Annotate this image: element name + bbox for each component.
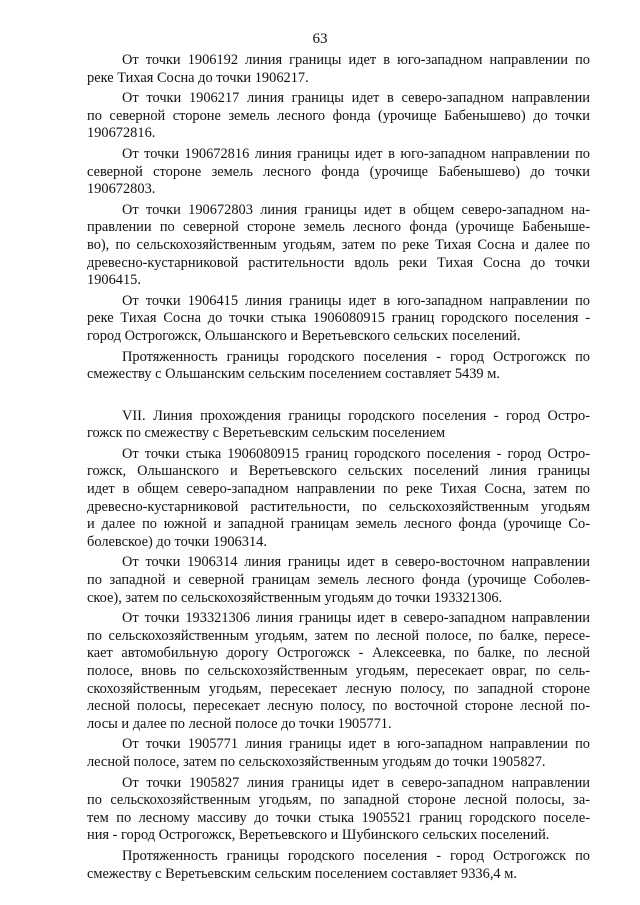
text-line: гожск по смежеству с Веретьевским сельским поселением (87, 425, 446, 442)
text-line: Протяженность границы городского поселения - город Острогожск по (122, 348, 590, 365)
paragraph (87, 202, 590, 290)
text-line: смежеству с Ольшанским сельским поселением составляет 5439 м. (87, 366, 500, 383)
text-line: От точки 1906314 линия границы идет в северо-восточном направлении (122, 554, 590, 571)
text-line: смежеству с Веретьевским сельским поселением составляет 9336,4 м. (87, 865, 517, 882)
paragraph (87, 90, 590, 143)
text-line: ское), затем по сельскохозяйственным угодьям до точки 193321306. (87, 589, 503, 606)
text-line: 190672803. (87, 181, 156, 198)
text-line: 190672816. (87, 125, 156, 142)
text-line: и далее по южной и западной границам земель лесного фонда (урочище Со- (87, 516, 590, 533)
text-line: гожск, Ольшанского и Веретьевского сельских поселений линия границы (87, 463, 590, 480)
text-line: От точки 1905827 линия границы идет в северо-западном направлении (122, 774, 590, 791)
text-line: От точки стыка 1906080915 границ городского поселения - город Остро- (122, 445, 590, 462)
paragraph (87, 736, 590, 771)
paragraph (87, 446, 590, 552)
text-line: кает автомобильную дорогу Острогожск - Алексеевка, по балке, по лесной (87, 645, 590, 662)
text-line: От точки 190672816 линия границы идет в юго-западном направлении по (122, 145, 590, 162)
text-line: Протяженность границы городского поселения - город Острогожск по (122, 847, 590, 864)
text-line: идет в общем северо-западном направлении по реке Тихая Сосна, затем по (87, 481, 590, 498)
text-line: ния - город Острогожск, Веретьевского и Шубинского сельских поселений. (87, 827, 550, 844)
paragraph (87, 293, 590, 346)
paragraph (87, 848, 590, 883)
text-line: От точки 1906192 линия границы идет в юго-западном направлении по (122, 52, 590, 68)
text-line: город Острогожск, Ольшанского и Веретьевского сельских поселений. (87, 327, 521, 344)
text-line: скохозяйственным угодьям, пересекает лесную полосу, по западной стороне (87, 680, 590, 697)
text-line: по сельскохозяйственным угодьям, затем по лесной полосе, по балке, пересе- (87, 627, 590, 644)
text-line: VII. Линия прохождения границы городского поселения - город Остро- (122, 407, 590, 424)
text-line: северной стороне земель лесного фонда (урочище Бабенышево) до точки (87, 163, 590, 180)
text-line: От точки 1905771 линия границы идет в юго-западном направлении по (122, 736, 590, 753)
paragraph (87, 610, 590, 733)
text-line: древесно-кустарниковой растительности, по сельскохозяйственным угодьям (87, 498, 590, 515)
text-line: От точки 190672803 линия границы идет в общем северо-западном на- (122, 201, 590, 218)
text-line: лосы и далее по лесной полосе до точки 1905771. (87, 715, 392, 732)
section-spacer (87, 387, 590, 408)
text-line: по северной стороне земель лесного фонда (урочище Бабенышево) до точки (87, 107, 590, 124)
document-body (87, 52, 590, 886)
section-heading (87, 408, 590, 443)
text-line: реке Тихая Сосна до точки 1906217. (87, 69, 309, 86)
text-line: 1906415. (87, 272, 141, 289)
paragraph (87, 775, 590, 845)
text-line: От точки 1906217 линия границы идет в северо-западном направлении (122, 90, 590, 107)
text-line: полосе, вновь по сельскохозяйственным угодьям, пересекает овраг, по сель- (87, 663, 590, 679)
text-line: лесной полосе, затем по сельскохозяйственным угодьям до точки 1905827. (87, 753, 546, 770)
text-line: древесно-кустарниковой растительности вдоль реки Тихая Сосна до точки (87, 254, 590, 271)
paragraph (87, 349, 590, 384)
text-line: лесной полосы, пересекает лесную полосу, по восточной стороне лесной по- (87, 698, 590, 715)
text-line: по западной и северной границам земель лесного фонда (урочище Соболев- (87, 572, 590, 589)
text-line: тем по лесному массиву до точки стыка 1905521 границ городского поселе- (87, 809, 590, 826)
paragraph (87, 146, 590, 199)
text-line: во), по сельскохозяйственным угодьям, затем по реке Тихая Сосна и далее по (87, 236, 590, 253)
page-number: 63 (312, 31, 328, 47)
text-line: реке Тихая Сосна до точки стыка 1906080915 границ городского поселения - (87, 310, 590, 327)
text-line: по сельскохозяйственным угодьям, по западной стороне лесной полосы, за- (87, 792, 590, 809)
text-line: От точки 193321306 линия границы идет в северо-западном направлении (122, 610, 590, 627)
text-line: болевское) до точки 1906314. (87, 533, 267, 550)
paragraph (87, 554, 590, 607)
paragraph (87, 52, 590, 87)
text-line: От точки 1906415 линия границы идет в юго-западном направлении по (122, 292, 590, 309)
text-line: правлении по северной стороне земель лесного фонда (урочище Бабеныше- (87, 219, 590, 236)
